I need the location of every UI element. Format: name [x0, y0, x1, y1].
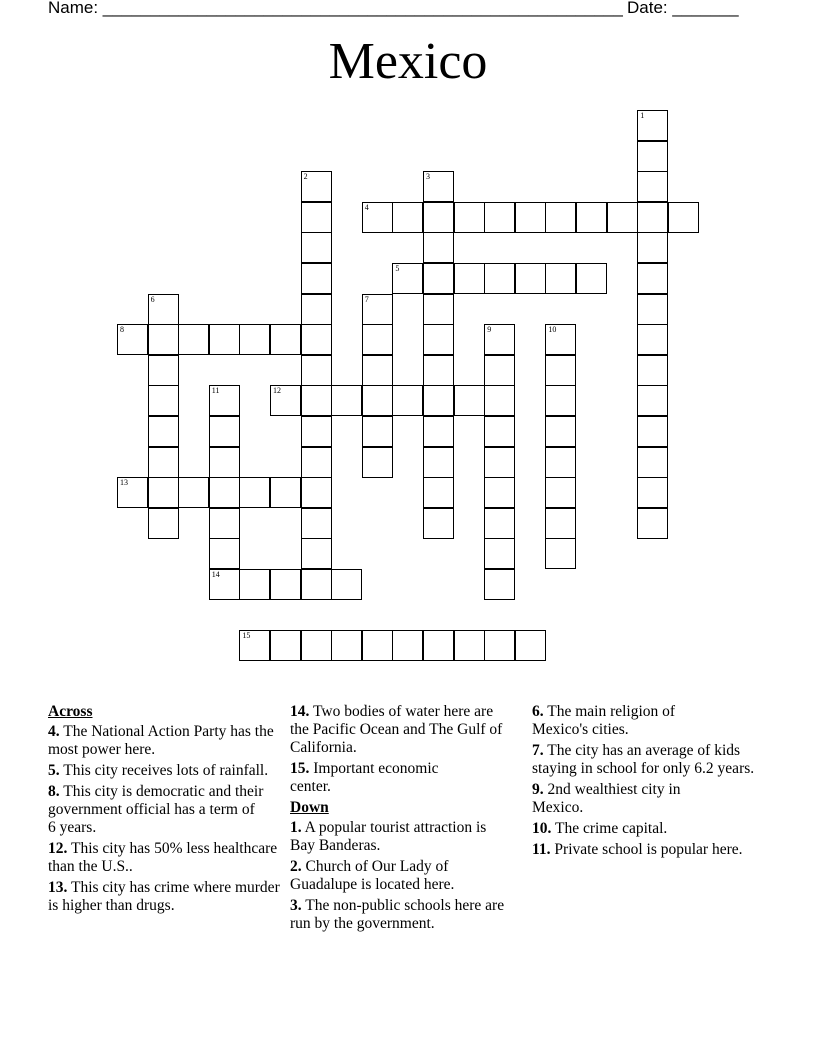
crossword-cell[interactable]: [484, 416, 515, 447]
crossword-cell[interactable]: [362, 202, 393, 233]
down-heading: Down: [290, 799, 329, 816]
crossword-cell[interactable]: [301, 508, 332, 539]
crossword-cell[interactable]: [484, 569, 515, 600]
crossword-cell[interactable]: [301, 232, 332, 263]
crossword-cell[interactable]: [423, 232, 454, 263]
crossword-cell[interactable]: [148, 447, 179, 478]
crossword-cell[interactable]: [239, 324, 270, 355]
crossword-cell[interactable]: [301, 171, 332, 202]
clue-number: 15: [242, 631, 251, 641]
crossword-cell[interactable]: [423, 477, 454, 508]
clue-number: 4: [364, 202, 369, 212]
crossword-cell[interactable]: [423, 324, 454, 355]
crossword-cell[interactable]: [301, 447, 332, 478]
crossword-cell[interactable]: [331, 569, 362, 600]
name-field: Name: _______________________________________________________: [48, 0, 623, 17]
date-field: Date: _______: [627, 0, 739, 17]
clue-down-2: 2. Church of Our Lady of Guadalupe is located here.: [290, 858, 455, 893]
crossword-cell[interactable]: [148, 355, 179, 386]
crossword-cell[interactable]: [637, 477, 668, 508]
crossword-cell[interactable]: [637, 110, 668, 141]
crossword-cell[interactable]: [454, 630, 485, 661]
clue-across-8: 8. This city is democratic and their government official has a term of 6 years.: [48, 783, 264, 836]
crossword-cell[interactable]: [301, 477, 332, 508]
crossword-cell[interactable]: [392, 385, 423, 416]
crossword-cell[interactable]: [637, 171, 668, 202]
crossword-cell[interactable]: [392, 263, 423, 294]
crossword-cell[interactable]: [270, 385, 301, 416]
crossword-cell[interactable]: [270, 569, 301, 600]
crossword-cell[interactable]: [545, 447, 576, 478]
crossword-cell[interactable]: [545, 263, 576, 294]
clue-number: 7: [364, 294, 369, 304]
crossword-cell[interactable]: [209, 538, 240, 569]
crossword-cell[interactable]: [209, 385, 240, 416]
clue-across-4: 4. The National Action Party has the most power here.: [48, 723, 274, 758]
crossword-cell[interactable]: [301, 385, 332, 416]
crossword-cell[interactable]: [270, 477, 301, 508]
crossword-cell[interactable]: [148, 294, 179, 325]
clue-down-3: 3. The non-public schools here are run by the government.: [290, 897, 505, 932]
crossword-cell[interactable]: [423, 416, 454, 447]
crossword-cell[interactable]: [484, 324, 515, 355]
crossword-cell[interactable]: [515, 630, 546, 661]
clue-number: 11: [211, 386, 220, 396]
crossword-cell[interactable]: [362, 416, 393, 447]
crossword-cell[interactable]: [515, 263, 546, 294]
crossword-cell[interactable]: [484, 355, 515, 386]
crossword-cell[interactable]: [484, 508, 515, 539]
crossword-cell[interactable]: [270, 324, 301, 355]
crossword-cell[interactable]: [637, 294, 668, 325]
clue-number: 12: [273, 386, 281, 396]
crossword-cell[interactable]: [362, 294, 393, 325]
clue-down-7: 7. The city has an average of kids staying in school for only 6.2 years.: [532, 742, 755, 777]
clue-number: 10: [548, 325, 557, 335]
clue-down-9: 9. 2nd wealthiest city in Mexico.: [532, 781, 681, 816]
crossword-cell[interactable]: [484, 477, 515, 508]
crossword-cell[interactable]: [178, 324, 209, 355]
crossword-cell[interactable]: [545, 324, 576, 355]
crossword-cell[interactable]: [423, 294, 454, 325]
crossword-cell[interactable]: [239, 569, 270, 600]
crossword-cell[interactable]: [270, 630, 301, 661]
crossword-cell[interactable]: [301, 294, 332, 325]
clue-number: 9: [487, 325, 492, 335]
crossword-cell[interactable]: [392, 202, 423, 233]
crossword-cell[interactable]: [362, 385, 393, 416]
crossword-cell[interactable]: [239, 630, 270, 661]
crossword-cell[interactable]: [301, 324, 332, 355]
crossword-cell[interactable]: [209, 508, 240, 539]
crossword-cell[interactable]: [301, 416, 332, 447]
crossword-cell[interactable]: [484, 538, 515, 569]
clue-down-10: 10. The crime capital.: [532, 820, 668, 837]
crossword-cell[interactable]: [423, 508, 454, 539]
crossword-cell[interactable]: [423, 385, 454, 416]
clue-across-13: 13. This city has crime where murder is higher than drugs.: [48, 879, 280, 914]
crossword-cell[interactable]: [423, 202, 454, 233]
clues-column-3: [532, 703, 772, 862]
crossword-cell[interactable]: [637, 508, 668, 539]
clues-column-1: [48, 703, 280, 918]
clue-number: 1: [640, 111, 645, 120]
crossword-cell[interactable]: [484, 447, 515, 478]
crossword-cell[interactable]: [668, 202, 699, 233]
clue-number: 13: [120, 478, 128, 488]
crossword-cell[interactable]: [454, 202, 485, 233]
clue-number: 2: [303, 172, 308, 182]
crossword-cell[interactable]: [209, 416, 240, 447]
crossword-cell[interactable]: [545, 477, 576, 508]
clue-across-15: 15. Important economic center.: [290, 760, 439, 795]
crossword-cell[interactable]: [362, 630, 393, 661]
crossword-cell[interactable]: [117, 477, 148, 508]
crossword-cell[interactable]: [484, 385, 515, 416]
crossword-cell[interactable]: [362, 447, 393, 478]
clue-number: 14: [211, 570, 220, 579]
crossword-cell[interactable]: [637, 447, 668, 478]
crossword-cell[interactable]: [209, 447, 240, 478]
crossword-cell[interactable]: [362, 355, 393, 386]
crossword-cell[interactable]: [331, 385, 362, 416]
crossword-cell[interactable]: [148, 324, 179, 355]
clue-down-11: 11. Private school is popular here.: [532, 841, 743, 858]
crossword-cell[interactable]: [484, 630, 515, 661]
crossword-cell[interactable]: [576, 202, 607, 233]
crossword-cell[interactable]: [637, 141, 668, 172]
crossword-cell[interactable]: [423, 263, 454, 294]
crossword-cell[interactable]: [545, 385, 576, 416]
clue-number: 8: [120, 325, 124, 335]
crossword-cell[interactable]: [484, 202, 515, 233]
crossword-cell[interactable]: [301, 263, 332, 294]
crossword-cell[interactable]: [362, 324, 393, 355]
clue-across-14: 14. Two bodies of water here are the Pacific Ocean and The Gulf of California.: [290, 703, 503, 756]
crossword-cell[interactable]: [545, 416, 576, 447]
crossword-cell[interactable]: [148, 385, 179, 416]
crossword-cell[interactable]: [331, 630, 362, 661]
clues-column-2: [290, 703, 526, 936]
crossword-cell[interactable]: [148, 508, 179, 539]
crossword-cell[interactable]: [484, 263, 515, 294]
clue-down-6: 6. The main religion of Mexico's cities.: [532, 703, 676, 738]
crossword-cell[interactable]: [301, 630, 332, 661]
crossword-cell[interactable]: [117, 324, 148, 355]
clue-number: 3: [426, 172, 430, 182]
crossword-cell[interactable]: [545, 538, 576, 569]
page-title: Mexico: [328, 33, 488, 90]
crossword-cell[interactable]: [239, 477, 270, 508]
crossword-cell[interactable]: [209, 569, 240, 600]
clue-across-12: 12. This city has 50% less healthcare than the U.S..: [48, 840, 278, 875]
crossword-cell[interactable]: [545, 202, 576, 233]
crossword-cell[interactable]: [637, 355, 668, 386]
crossword-cell[interactable]: [576, 263, 607, 294]
crossword-cell[interactable]: [637, 385, 668, 416]
clue-down-1: 1. A popular tourist attraction is Bay Banderas.: [290, 819, 487, 854]
crossword-cell[interactable]: [423, 630, 454, 661]
clue-across-5: 5. This city receives lots of rainfall.: [48, 762, 269, 779]
crossword-cell[interactable]: [637, 324, 668, 355]
crossword-cell[interactable]: [637, 416, 668, 447]
crossword-cell[interactable]: [178, 477, 209, 508]
crossword-cell[interactable]: [301, 538, 332, 569]
crossword-cell[interactable]: [637, 232, 668, 263]
crossword-cell[interactable]: [637, 263, 668, 294]
crossword-cell[interactable]: [545, 508, 576, 539]
crossword-cell[interactable]: [148, 416, 179, 447]
crossword-cell[interactable]: [637, 202, 668, 233]
crossword-cell[interactable]: [423, 355, 454, 386]
crossword-cell[interactable]: [148, 477, 179, 508]
crossword-cell[interactable]: [392, 630, 423, 661]
clue-number: 5: [395, 264, 400, 273]
clue-number: 6: [150, 294, 155, 304]
crossword-cell[interactable]: [301, 202, 332, 233]
crossword-cell[interactable]: [454, 385, 485, 416]
crossword-cell[interactable]: [423, 447, 454, 478]
crossword-cell[interactable]: [607, 202, 638, 233]
across-heading: Across: [48, 703, 93, 720]
crossword-cell[interactable]: [209, 324, 240, 355]
crossword-cell[interactable]: [301, 355, 332, 386]
crossword-cell[interactable]: [301, 569, 332, 600]
crossword-cell[interactable]: [423, 171, 454, 202]
crossword-cell[interactable]: [454, 263, 485, 294]
crossword-cell[interactable]: [515, 202, 546, 233]
crossword-cell[interactable]: [209, 477, 240, 508]
crossword-cell[interactable]: [545, 355, 576, 386]
